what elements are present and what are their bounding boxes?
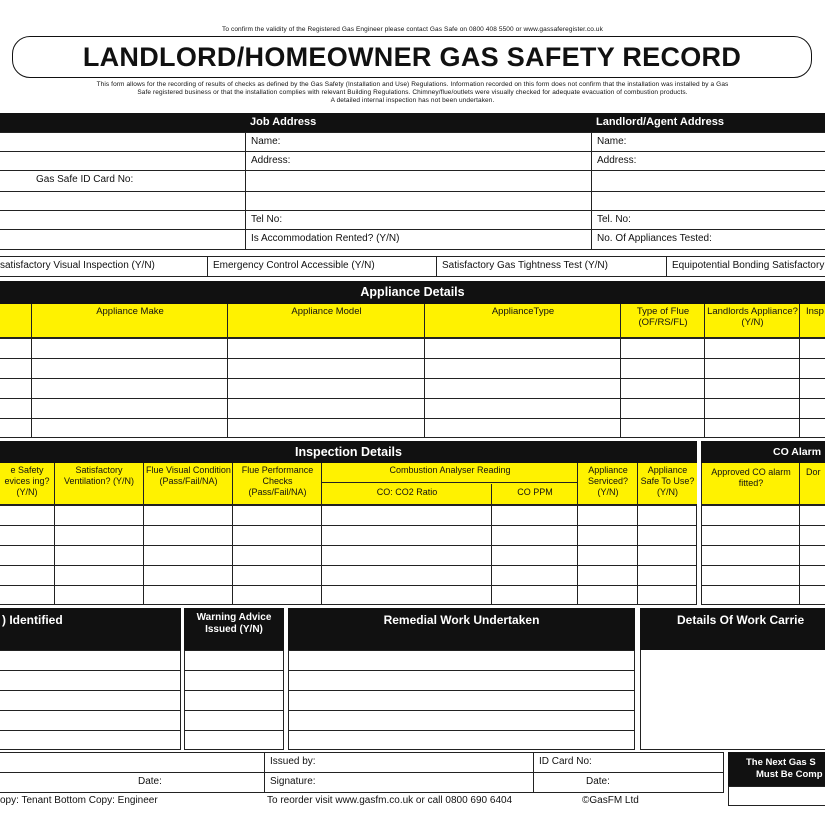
- appliance-header-row: [0, 304, 825, 338]
- col-safety-devices: e Safety evices ing? (Y/N): [4, 465, 50, 497]
- signature-label: Signature:: [270, 776, 316, 787]
- date-left-label: Date:: [138, 776, 162, 787]
- landlord-name-label: Name:: [597, 136, 627, 147]
- visual-inspection-label: satisfactory Visual Inspection (Y/N): [0, 260, 155, 271]
- col-ventilation: Satisfactory Ventilation? (Y/N): [63, 465, 135, 486]
- appliance-rows[interactable]: [0, 338, 825, 438]
- job-name-label: Name:: [251, 136, 281, 147]
- warning-advice-heading: Warning Advice Issued (Y/N): [184, 608, 284, 650]
- visual-inspection-field[interactable]: [0, 256, 208, 277]
- emergency-control-label: Emergency Control Accessible (Y/N): [213, 260, 375, 271]
- date-left-field[interactable]: [0, 772, 265, 793]
- divider: [577, 463, 578, 605]
- defects-identified-heading: ) Identified: [0, 608, 181, 650]
- gas-tightness-label: Satisfactory Gas Tightness Test (Y/N): [442, 260, 608, 271]
- co-alarm-heading: CO Alarm: [701, 441, 825, 463]
- combustion-analyser-heading: Combustion Analyser Reading: [322, 463, 578, 483]
- divider: [637, 463, 638, 605]
- landlord-address-field[interactable]: [591, 151, 825, 171]
- job-tel-label: Tel No:: [251, 214, 283, 225]
- landlord-address-heading: Landlord/Agent Address: [596, 116, 724, 128]
- work-carried-out-box[interactable]: [640, 650, 825, 750]
- issued-by-field[interactable]: [264, 752, 534, 773]
- divider: [321, 463, 322, 605]
- date-right-label: Date:: [586, 776, 610, 787]
- divider: [424, 304, 425, 438]
- divider: [227, 304, 228, 438]
- landlord-address-label: Address:: [597, 155, 637, 166]
- description-line-1: This form allows for the recording of results of checks as defined by the Gas Safety (Installation and Use) Regulations. Information recorded on this form does not confirm that the installation was installed by a Gas: [96, 81, 729, 88]
- col-landlords-appliance: Landlords Appliance? (Y/N): [707, 306, 798, 328]
- appliance-details-heading: Appliance Details: [0, 281, 825, 304]
- col-appliance-safe: Appliance Safe To Use? (Y/N): [640, 465, 695, 497]
- job-address-field[interactable]: [245, 151, 592, 171]
- warning-rows[interactable]: [184, 650, 284, 750]
- col-appliance-make: Appliance Make: [96, 306, 164, 317]
- next-check-line-1: The Next Gas S: [746, 757, 816, 768]
- landlord-tel-field[interactable]: [591, 210, 825, 230]
- reorder-info: To reorder visit www.gasfm.co.uk or call 0800 690 6404: [267, 795, 513, 806]
- issued-by-label: Issued by:: [270, 756, 316, 767]
- job-name-field[interactable]: [245, 132, 592, 152]
- engineer-field-5[interactable]: [0, 229, 246, 250]
- accommodation-rented-label: Is Accommodation Rented? (Y/N): [251, 233, 400, 244]
- divider: [54, 463, 55, 605]
- divider: [232, 463, 233, 605]
- equipotential-bonding-label: Equipotential Bonding Satisfactory: [672, 260, 825, 271]
- inspection-rows[interactable]: [0, 505, 697, 605]
- gas-safe-id-label: Gas Safe ID Card No:: [36, 174, 134, 185]
- divider: [704, 304, 705, 438]
- next-check-date-field[interactable]: [728, 786, 825, 806]
- col-appliance-model: Appliance Model: [291, 306, 362, 317]
- job-address-line-2[interactable]: [245, 170, 592, 192]
- accommodation-rented-field[interactable]: [245, 229, 592, 250]
- col-appliance-type: ApplianceType: [491, 306, 555, 317]
- gas-tightness-field[interactable]: [436, 256, 667, 277]
- inspection-header-row: [0, 463, 697, 505]
- page-title: LANDLORD/HOMEOWNER GAS SAFETY RECORD: [12, 36, 812, 78]
- work-carried-out-heading: Details Of Work Carrie: [640, 608, 825, 650]
- job-tel-field[interactable]: [245, 210, 592, 230]
- job-address-heading: Job Address: [250, 116, 317, 128]
- divider: [31, 304, 32, 438]
- gas-safe-id-field[interactable]: [0, 170, 246, 192]
- col-inspected: Insp: [806, 306, 824, 317]
- engineer-field-2[interactable]: [0, 151, 246, 171]
- inspection-details-heading: Inspection Details: [0, 441, 697, 463]
- validity-note: To confirm the validity of the Registered Gas Engineer please contact Gas Safe on 0800 408 5500 or www.gassaferegister.co.uk: [222, 26, 603, 33]
- col-flue-visual: Flue Visual Condition (Pass/Fail/NA): [146, 465, 231, 486]
- description-line-2: Safe registered business or that the installation complies with relevant Building Regulations. Chimney/flue/outlets were visually checked for adequate evacuation of combustion products.: [137, 89, 688, 96]
- copy-distribution: opy: Tenant Bottom Copy: Engineer: [0, 795, 158, 806]
- job-address-label: Address:: [251, 155, 291, 166]
- divider: [799, 463, 800, 605]
- remedial-rows[interactable]: [288, 650, 635, 750]
- col-co-ppm: CO PPM: [517, 487, 553, 497]
- landlord-address-line-2[interactable]: [591, 170, 825, 192]
- landlord-address-line-3[interactable]: [591, 191, 825, 211]
- job-address-line-3[interactable]: [245, 191, 592, 211]
- next-check-line-2: Must Be Comp: [756, 769, 823, 780]
- id-card-field[interactable]: [533, 752, 724, 773]
- col-co-ratio: CO: CO2 Ratio: [376, 487, 438, 497]
- appliances-tested-label: No. Of Appliances Tested:: [597, 233, 712, 244]
- col-flue-type: Type of Flue (OF/RS/FL): [636, 306, 690, 328]
- remedial-work-heading: Remedial Work Undertaken: [288, 608, 635, 650]
- id-card-label: ID Card No:: [539, 756, 592, 767]
- col-flue-performance: Flue Performance Checks (Pass/Fail/NA): [241, 465, 314, 497]
- col-appliance-serviced: Appliance Serviced? (Y/N): [587, 465, 629, 497]
- engineer-field-1[interactable]: [0, 132, 246, 152]
- next-check-box: [728, 752, 825, 786]
- divider: [491, 484, 492, 605]
- divider: [799, 304, 800, 438]
- emergency-control-field[interactable]: [207, 256, 437, 277]
- engineer-field-4[interactable]: [0, 210, 246, 230]
- signoff-left-top[interactable]: [0, 752, 265, 773]
- description-line-3: A detailed internal inspection has not been undertaken.: [330, 97, 495, 104]
- engineer-field-3[interactable]: [0, 191, 246, 211]
- appliances-tested-field[interactable]: [591, 229, 825, 250]
- co-alarm-rows[interactable]: [701, 505, 825, 605]
- signature-field[interactable]: [264, 772, 534, 793]
- divider: [143, 463, 144, 605]
- copyright: ©GasFM Ltd: [582, 795, 639, 806]
- co-alarm-header-row: [701, 463, 825, 505]
- landlord-tel-label: Tel. No:: [597, 214, 631, 225]
- col-co-alarm-2: Dor: [806, 467, 821, 477]
- landlord-name-field[interactable]: [591, 132, 825, 152]
- col-co-alarm-fitted: Approved CO alarm fitted?: [711, 467, 791, 488]
- date-right-field[interactable]: [533, 772, 724, 793]
- equipotential-bonding-field[interactable]: [666, 256, 825, 277]
- divider: [620, 304, 621, 438]
- defects-rows[interactable]: [0, 650, 181, 750]
